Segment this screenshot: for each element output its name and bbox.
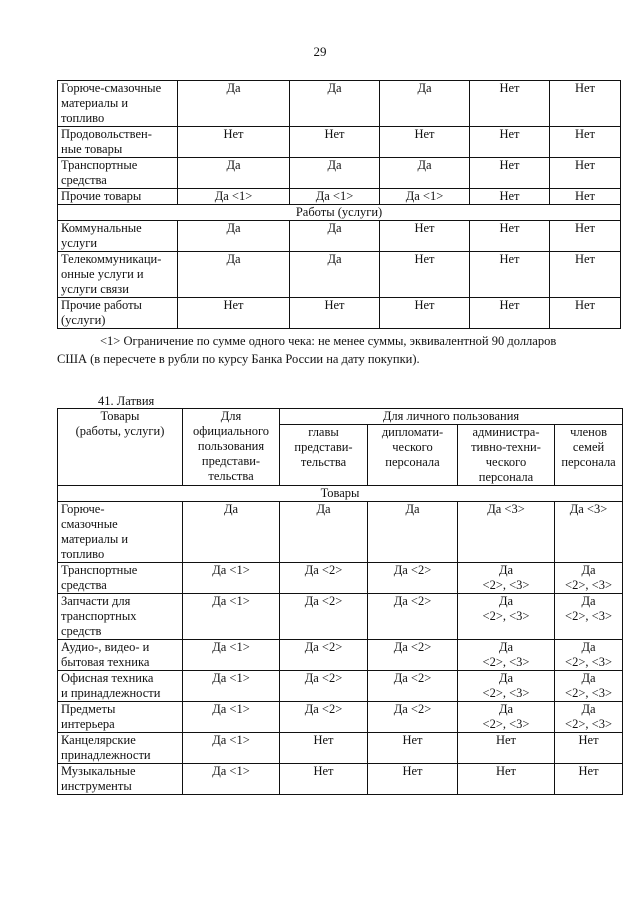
cell-value: Нет <box>458 764 555 795</box>
table-latvia <box>57 408 623 795</box>
page-number: 29 <box>313 44 327 59</box>
cell-value: Да <1> <box>183 733 280 764</box>
cell-value: Нет <box>380 252 470 298</box>
cell-value: Да <2> <box>280 640 368 671</box>
cell-value: Да <2>, <3> <box>555 563 623 594</box>
cell-value: Нет <box>555 733 623 764</box>
cell-value: Нет <box>550 221 621 252</box>
cell-value: Нет <box>368 733 458 764</box>
cell-value: Да <2> <box>368 640 458 671</box>
row-label: Горюче-смазочные материалы и топливо <box>58 81 178 127</box>
cell-value: Да <2> <box>368 594 458 640</box>
cell-value: Да <1> <box>183 764 280 795</box>
cell-value: Да <1> <box>183 594 280 640</box>
table-row <box>58 594 623 640</box>
header-row-1 <box>58 409 623 425</box>
cell-value: Нет <box>550 81 621 127</box>
cell-value: Да <box>178 158 290 189</box>
cell-value: Нет <box>380 127 470 158</box>
table-row <box>58 764 623 795</box>
cell-value: Да <2> <box>368 671 458 702</box>
cell-value: Да <3> <box>555 502 623 563</box>
table-row <box>58 252 621 298</box>
cell-value: Нет <box>470 127 550 158</box>
cell-value: Да <2>, <3> <box>555 702 623 733</box>
cell-value: Да <box>290 81 380 127</box>
cell-value: Нет <box>550 158 621 189</box>
cell-value: Нет <box>368 764 458 795</box>
table-row <box>58 221 621 252</box>
header-admin: администра- тивно-техни- ческого персонала <box>458 425 555 486</box>
row-label: Продовольствен- ные товары <box>58 127 178 158</box>
row-label: Прочие работы (услуги) <box>58 298 178 329</box>
table1-services-rows <box>58 221 621 329</box>
cell-value: Да <2>, <3> <box>458 702 555 733</box>
cell-value: Нет <box>550 298 621 329</box>
table-row <box>58 702 623 733</box>
cell-value: Нет <box>178 127 290 158</box>
cell-value: Да <2> <box>280 563 368 594</box>
cell-value: Нет <box>470 252 550 298</box>
table-row <box>58 81 621 127</box>
cell-value: Да <1> <box>178 189 290 205</box>
footnote-line-1: <1> Ограничение по сумме одного чека: не менее суммы, эквивалентной 90 долларов <box>100 334 557 348</box>
footnote-line-2: США (в пересчете в рубли по курсу Банка России на дату покупки). <box>57 352 420 366</box>
table-row <box>58 563 623 594</box>
cell-value: Да <box>368 502 458 563</box>
cell-value: Нет <box>280 733 368 764</box>
table1-goods-rows <box>58 81 621 205</box>
cell-value: Нет <box>290 127 380 158</box>
row-label: Транспортные средства <box>58 158 178 189</box>
cell-value: Да <2> <box>368 702 458 733</box>
cell-value: Да <2>, <3> <box>458 563 555 594</box>
cell-value: Да <1> <box>183 640 280 671</box>
table1-services-section <box>58 205 621 221</box>
cell-value: Да <3> <box>458 502 555 563</box>
table-row <box>58 189 621 205</box>
cell-value: Да <box>183 502 280 563</box>
section-title: 41. Латвия <box>98 394 155 408</box>
table-row <box>58 298 621 329</box>
cell-value: Да <box>290 221 380 252</box>
row-label: Коммунальные услуги <box>58 221 178 252</box>
cell-value: Нет <box>470 158 550 189</box>
row-label: Аудио-, видео- и бытовая техника <box>58 640 183 671</box>
header-head: главы представи- тельства <box>280 425 368 486</box>
cell-value: Нет <box>280 764 368 795</box>
cell-value: Да <box>380 81 470 127</box>
header-diplomatic: дипломати- ческого персонала <box>368 425 458 486</box>
table-row <box>58 158 621 189</box>
cell-value: Да <1> <box>183 671 280 702</box>
cell-value: Нет <box>470 221 550 252</box>
cell-value: Да <box>280 502 368 563</box>
cell-value: Да <1> <box>380 189 470 205</box>
cell-value: Нет <box>550 189 621 205</box>
cell-value: Да <2>, <3> <box>555 640 623 671</box>
cell-value: Нет <box>458 733 555 764</box>
section-goods-label: Товары <box>58 486 623 502</box>
section-row <box>58 205 621 221</box>
row-label: Запчасти для транспортных средств <box>58 594 183 640</box>
cell-value: Да <2>, <3> <box>458 640 555 671</box>
row-label: Прочие товары <box>58 189 178 205</box>
header-personal: Для личного пользования <box>280 409 623 425</box>
cell-value: Да <2>, <3> <box>555 594 623 640</box>
row-label: Горюче- смазочные материалы и топливо <box>58 502 183 563</box>
cell-value: Да <box>178 221 290 252</box>
row-label: Предметы интерьера <box>58 702 183 733</box>
section-services-label: Работы (услуги) <box>58 205 621 221</box>
cell-value: Нет <box>555 764 623 795</box>
table-row <box>58 671 623 702</box>
cell-value: Нет <box>550 252 621 298</box>
table2-rows <box>58 502 623 795</box>
cell-value: Нет <box>470 81 550 127</box>
row-label: Транспортные средства <box>58 563 183 594</box>
cell-value: Да <2>, <3> <box>458 671 555 702</box>
cell-value: Да <2>, <3> <box>458 594 555 640</box>
cell-value: Да <box>178 252 290 298</box>
row-label: Канцелярские принадлежности <box>58 733 183 764</box>
cell-value: Да <2> <box>280 594 368 640</box>
table-goods-services <box>57 80 621 329</box>
cell-value: Да <2>, <3> <box>555 671 623 702</box>
cell-value: Да <box>290 252 380 298</box>
cell-value: Да <2> <box>368 563 458 594</box>
cell-value: Да <box>380 158 470 189</box>
section-row <box>58 486 623 502</box>
header-family: членов семей персонала <box>555 425 623 486</box>
cell-value: Нет <box>290 298 380 329</box>
table-row <box>58 502 623 563</box>
cell-value: Нет <box>470 298 550 329</box>
row-label: Телекоммуникаци- онные услуги и услуги связи <box>58 252 178 298</box>
header-goods: Товары (работы, услуги) <box>58 409 183 486</box>
cell-value: Да <1> <box>183 702 280 733</box>
cell-value: Да <box>178 81 290 127</box>
table-row <box>58 640 623 671</box>
table-row <box>58 733 623 764</box>
cell-value: Да <2> <box>280 702 368 733</box>
header-official: Для официального пользования представи- тельства <box>183 409 280 486</box>
cell-value: Нет <box>550 127 621 158</box>
table-row <box>58 127 621 158</box>
row-label: Музыкальные инструменты <box>58 764 183 795</box>
cell-value: Да <box>290 158 380 189</box>
cell-value: Да <1> <box>183 563 280 594</box>
row-label: Офисная техника и принадлежности <box>58 671 183 702</box>
cell-value: Да <1> <box>290 189 380 205</box>
cell-value: Нет <box>470 189 550 205</box>
cell-value: Да <2> <box>280 671 368 702</box>
cell-value: Нет <box>380 298 470 329</box>
cell-value: Нет <box>178 298 290 329</box>
cell-value: Нет <box>380 221 470 252</box>
